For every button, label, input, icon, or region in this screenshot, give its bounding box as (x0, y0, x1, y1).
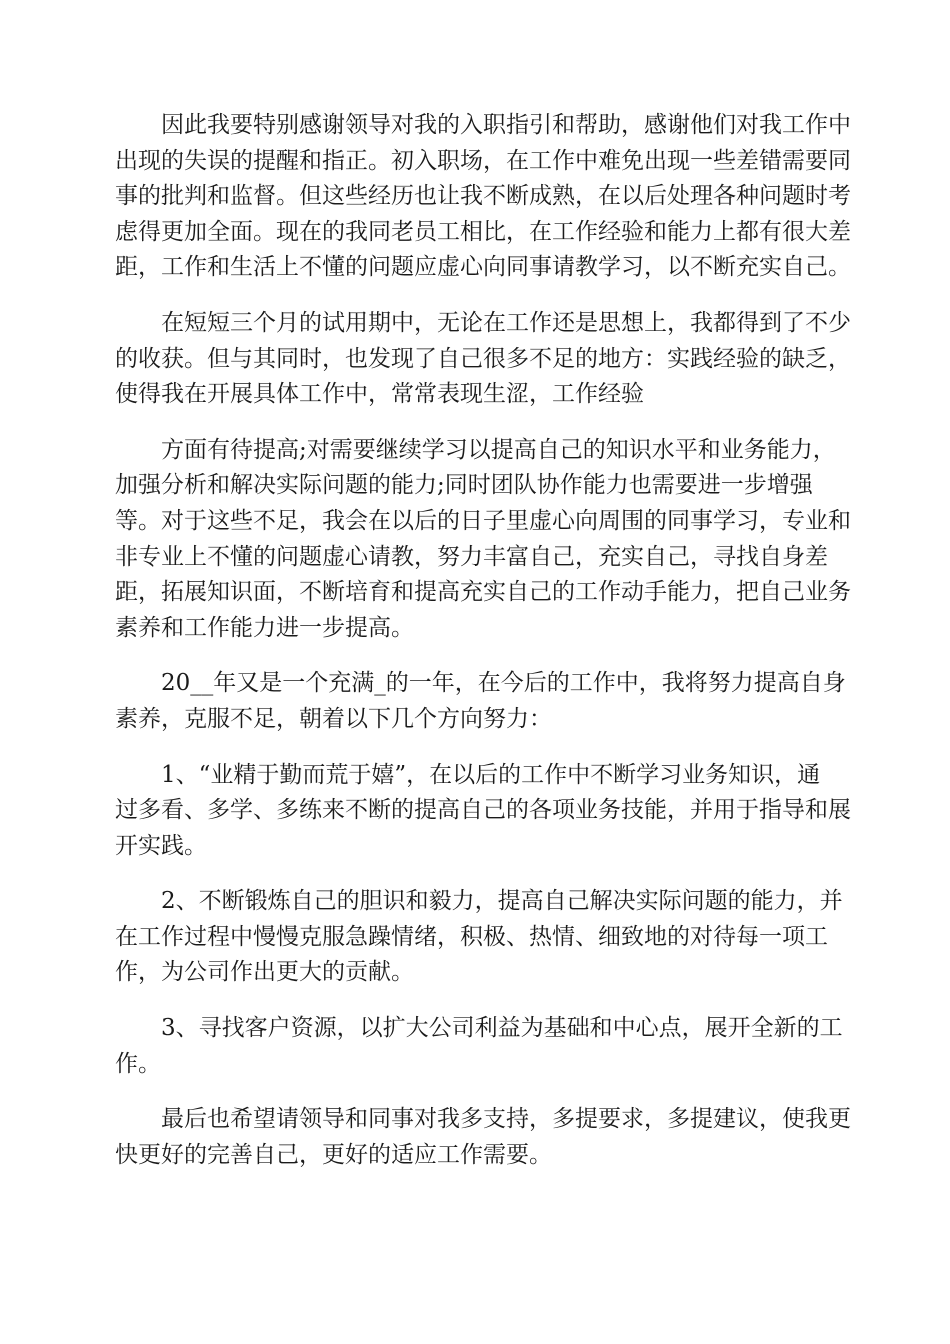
text-line: 方面有待提高;对需要继续学习以提高自己的知识水平和业务能力， (161, 436, 836, 463)
text-line: 事的批判和监督。但这些经历也让我不断成熟，在以后处理各种问题时考 (115, 183, 851, 210)
text-line: 虑得更加全面。现在的我同老员工相比，在工作经验和能力上都有很大差 (115, 218, 851, 245)
text-line: 开实践。 (115, 832, 207, 859)
paragraph-goal-3 (115, 1011, 843, 1082)
paragraph-shortcomings (115, 433, 851, 647)
text-line: 的收获。但与其同时，也发现了自己很多不足的地方：实践经验的缺乏， (115, 345, 851, 372)
text-line: 快更好的完善自己，更好的适应工作需要。 (115, 1141, 552, 1168)
text-line: 使得我在开展具体工作中，常常表现生涩，工作经验 (115, 381, 644, 408)
paragraph-gratitude (115, 108, 851, 286)
paragraph-closing (115, 1102, 851, 1173)
text-line: 素养和工作能力进一步提高。 (115, 614, 414, 641)
text-line: 作，为公司作出更大的贡献。 (115, 959, 414, 986)
text-line: 在短短三个月的试用期中，无论在工作还是思想上，我都得到了不少 (161, 309, 851, 336)
text-line: 距，拓展知识面，不断培育和提高充实自己的工作动手能力，把自己业务 (115, 579, 851, 606)
text-line: 出现的失误的提醒和指正。初入职场，在工作中难免出现一些差错需要同 (115, 147, 851, 174)
paragraph-goal-1 (115, 758, 851, 865)
text-line: 2、不断锻炼自己的胆识和毅力，提高自己解决实际问题的能力，并 (161, 888, 843, 915)
text-line: 在工作过程中慢慢克服急躁情绪，积极、热情、细致地的对待每一项工 (115, 923, 828, 950)
text-line: 最后也希望请领导和同事对我多支持，多提要求，多提建议，使我更 (161, 1106, 851, 1133)
text-line: 因此我要特别感谢领导对我的入职指引和帮助，感谢他们对我工作中 (161, 112, 851, 138)
text-line: 20__年又是一个充满_的一年，在今后的工作中，我将努力提高自身 (161, 670, 846, 697)
text-line: 作。 (115, 1050, 161, 1077)
paragraph-probation (115, 306, 851, 413)
text-line: 非专业上不懂的问题虚心请教，努力丰富自己，充实自己，寻找自身差 (115, 543, 828, 570)
text-line: 过多看、多学、多练来不断的提高自己的各项业务技能，并用于指导和展 (115, 797, 851, 824)
text-line: 1、“业精于勤而荒于嬉”，在以后的工作中不断学习业务知识，通 (161, 761, 821, 788)
text-line: 素养，克服不足，朝着以下几个方向努力： (115, 705, 552, 732)
text-line: 加强分析和解决实际问题的能力;同时团队协作能力也需要进一步增强 (115, 472, 813, 499)
text-line: 3、寻找客户资源，以扩大公司利益为基础和中心点，展开全新的工 (161, 1015, 843, 1042)
paragraph-goal-2 (115, 884, 843, 991)
text-line: 等。对于这些不足，我会在以后的日子里虚心向周围的同事学习，专业和 (115, 507, 851, 534)
paragraph-new-year (115, 666, 846, 737)
text-line: 距，工作和生活上不懂的问题应虚心向同事请教学习，以不断充实自己。 (115, 254, 851, 281)
document-body (115, 108, 851, 1193)
